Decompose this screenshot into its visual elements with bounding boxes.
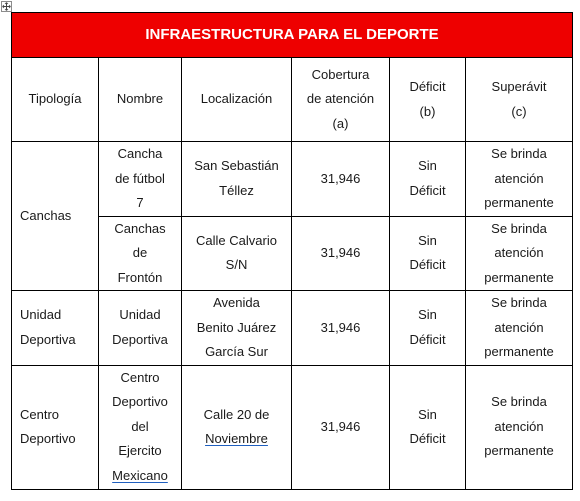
header-nombre: Nombre — [99, 58, 182, 142]
localizacion-cell: Calle Calvario S/N — [182, 216, 292, 291]
cobertura-cell: 31,946 — [292, 216, 390, 291]
nombre-cell: Canchas de Frontón — [99, 216, 182, 291]
header-localizacion: Localización — [182, 58, 292, 142]
tipologia-cell: Canchas — [12, 142, 99, 291]
header-cobertura: Cobertura de atención (a) — [292, 58, 390, 142]
localizacion-cell: San Sebastián Téllez — [182, 142, 292, 217]
deficit-cell: Sin Déficit — [390, 291, 466, 366]
infrastructure-table — [11, 12, 573, 490]
localizacion-cell: Calle 20 de Noviembre — [182, 365, 292, 489]
table-row — [12, 365, 573, 489]
tipologia-cell: Unidad Deportiva — [12, 291, 99, 366]
spellcheck-underlined-word: Noviembre — [205, 431, 268, 446]
deficit-cell: Sin Déficit — [390, 365, 466, 489]
deficit-cell: Sin Déficit — [390, 142, 466, 217]
superavit-cell: Se brinda atención permanente — [466, 365, 573, 489]
nombre-cell: Unidad Deportiva — [99, 291, 182, 366]
deficit-cell: Sin Déficit — [390, 216, 466, 291]
tipologia-cell: Centro Deportivo — [12, 365, 99, 489]
nombre-cell: Cancha de fútbol 7 — [99, 142, 182, 217]
cobertura-cell: 31,946 — [292, 291, 390, 366]
table-row — [12, 142, 573, 217]
localizacion-cell: Avenida Benito Juárez García Sur — [182, 291, 292, 366]
header-row — [12, 58, 573, 142]
table-row — [12, 291, 573, 366]
header-deficit: Déficit (b) — [390, 58, 466, 142]
cobertura-cell: 31,946 — [292, 142, 390, 217]
nombre-cell: Centro Deportivo del Ejercito Mexicano — [99, 365, 182, 489]
title-row — [12, 13, 573, 58]
header-superavit: Superávit (c) — [466, 58, 573, 142]
superavit-cell: Se brinda atención permanente — [466, 142, 573, 217]
table-move-handle-icon[interactable] — [1, 1, 12, 12]
cobertura-cell: 31,946 — [292, 365, 390, 489]
spellcheck-underlined-word: Mexicano — [112, 467, 168, 483]
superavit-cell: Se brinda atención permanente — [466, 216, 573, 291]
header-tipologia: Tipología — [12, 58, 99, 142]
table-title: INFRAESTRUCTURA PARA EL DEPORTE — [12, 13, 573, 58]
superavit-cell: Se brinda atención permanente — [466, 291, 573, 366]
